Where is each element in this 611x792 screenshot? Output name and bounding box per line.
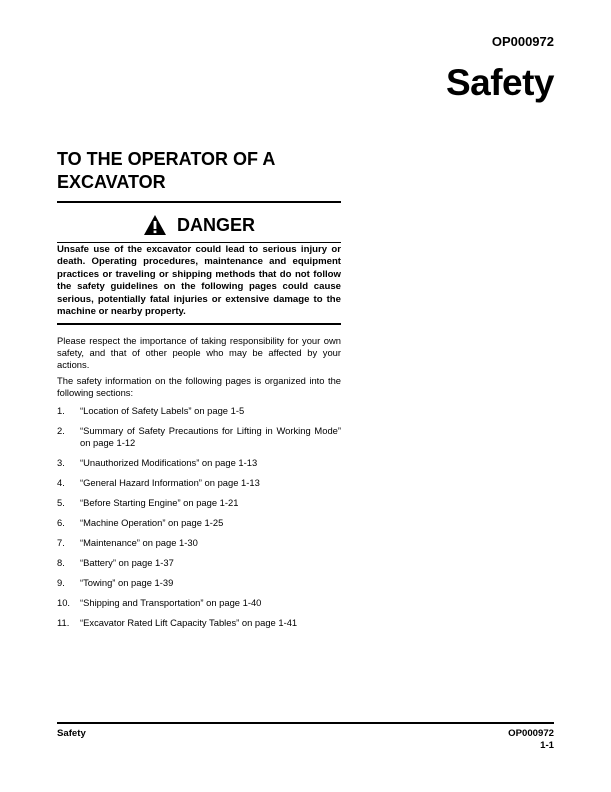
list-item-number: 10. bbox=[57, 597, 71, 608]
list-item-number: 9. bbox=[57, 577, 65, 588]
danger-top-divider bbox=[57, 242, 341, 243]
list-item[interactable] bbox=[57, 497, 341, 509]
intro-paragraph: Please respect the importance of taking responsibility for your own safety, and that of other people who may be affected by your actions. bbox=[57, 335, 341, 370]
list-item-number: 4. bbox=[57, 477, 65, 488]
list-item-link[interactable]: “Battery” on page 1-37 bbox=[80, 557, 174, 568]
list-item[interactable] bbox=[57, 577, 341, 589]
danger-bottom-divider bbox=[57, 323, 341, 325]
danger-message: Unsafe use of the excavator could lead to serious injury or death. Operating procedures, maintenance and equipment practices or traveling or shipping methods that do not follow the safety guidelines on the following pages could cause serious, potentially fatal injuries or extensive damage to the machine or nearby property. bbox=[57, 244, 341, 318]
footer-page-info bbox=[508, 728, 554, 752]
footer-section-name: Safety bbox=[57, 728, 86, 739]
list-item-number: 5. bbox=[57, 497, 65, 508]
list-item-link[interactable]: “Maintenance” on page 1-30 bbox=[80, 537, 198, 548]
list-item[interactable] bbox=[57, 597, 341, 609]
list-item-number: 8. bbox=[57, 557, 65, 568]
list-item-link[interactable]: “Summary of Safety Precautions for Lifting in Working Mode” on page 1-12 bbox=[80, 425, 341, 448]
chapter-title: Safety bbox=[445, 62, 554, 103]
footer-doc-code: OP000972 bbox=[508, 728, 554, 739]
list-item-number: 2. bbox=[57, 425, 65, 436]
list-item-number: 7. bbox=[57, 537, 65, 548]
sections-intro-paragraph: The safety information on the following pages is organized into the following sections: bbox=[57, 375, 341, 398]
list-item[interactable] bbox=[57, 517, 341, 529]
list-item-number: 11. bbox=[57, 617, 70, 628]
footer-divider bbox=[57, 722, 554, 724]
list-item-link[interactable]: “Before Starting Engine” on page 1-21 bbox=[80, 497, 239, 508]
list-item[interactable] bbox=[57, 617, 341, 629]
list-item-link[interactable]: “General Hazard Information” on page 1-13 bbox=[80, 477, 260, 488]
list-item-link[interactable]: “Towing” on page 1-39 bbox=[80, 577, 174, 588]
list-item-number: 3. bbox=[57, 457, 65, 468]
danger-label: DANGER bbox=[176, 214, 255, 235]
danger-header bbox=[57, 208, 341, 242]
warning-triangle-icon bbox=[143, 214, 167, 236]
list-item-number: 1. bbox=[57, 405, 65, 416]
section-heading: TO THE OPERATOR OF A EXCAVATOR bbox=[57, 149, 275, 192]
list-item[interactable] bbox=[57, 537, 341, 549]
list-item[interactable] bbox=[57, 557, 341, 569]
list-item-number: 6. bbox=[57, 517, 65, 528]
section-list bbox=[57, 405, 341, 637]
list-item-link[interactable]: “Machine Operation” on page 1-25 bbox=[80, 517, 224, 528]
list-item-link[interactable]: “Excavator Rated Lift Capacity Tables” on page 1-41 bbox=[80, 617, 298, 628]
list-item[interactable] bbox=[57, 477, 341, 489]
list-item[interactable] bbox=[57, 457, 341, 469]
header-doc-code: OP000972 bbox=[491, 34, 554, 49]
footer-page-number: 1-1 bbox=[540, 740, 554, 751]
list-item[interactable] bbox=[57, 425, 341, 449]
list-item-link[interactable]: “Location of Safety Labels” on page 1-5 bbox=[80, 405, 245, 416]
list-item-link[interactable]: “Shipping and Transportation” on page 1-40 bbox=[80, 597, 262, 608]
list-item-link[interactable]: “Unauthorized Modifications” on page 1-13 bbox=[80, 457, 258, 468]
list-item[interactable] bbox=[57, 405, 341, 417]
heading-divider bbox=[57, 201, 341, 203]
